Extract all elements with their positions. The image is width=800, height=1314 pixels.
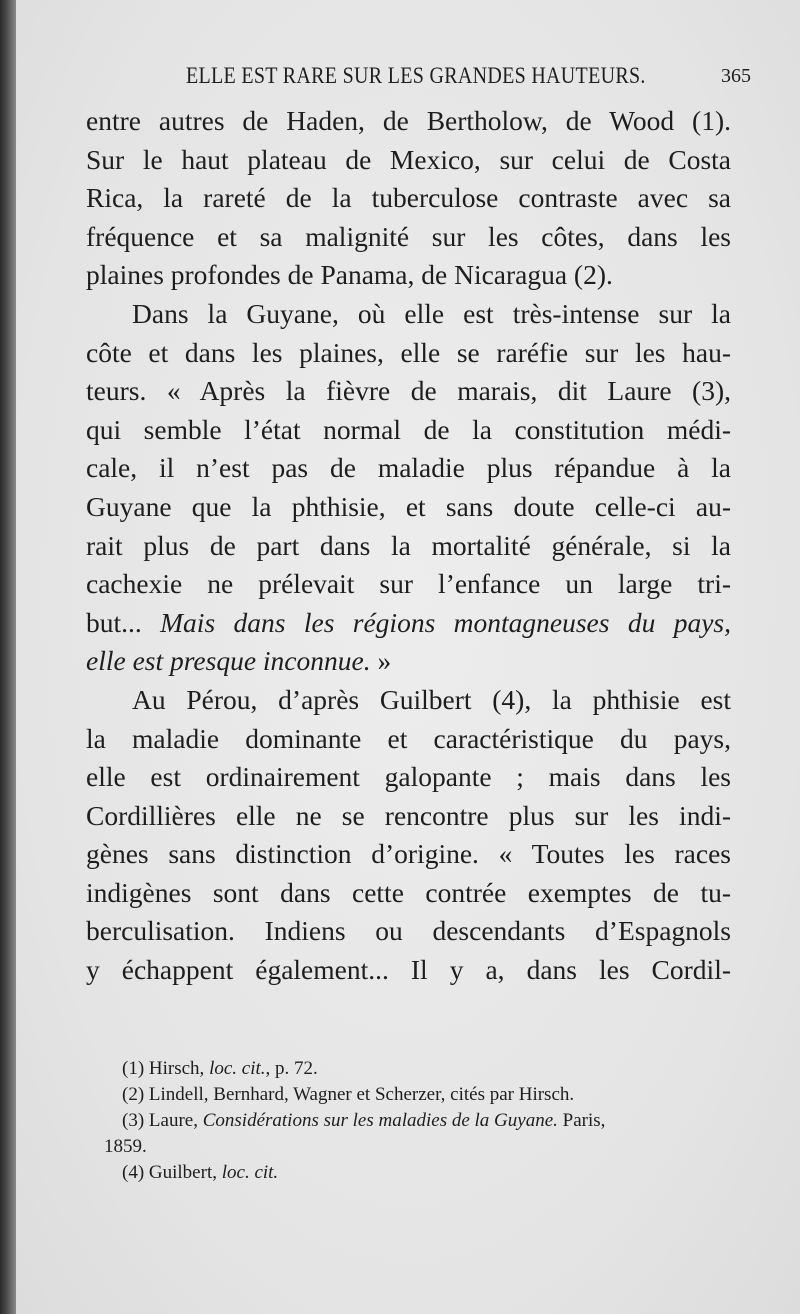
text-line: plaines profondes de Panama, de Nicaragua (2). <box>86 259 613 291</box>
text-line: la maladie dominante et caractéristique du pays, <box>86 722 731 754</box>
footnote-italic: loc. cit. <box>221 1162 279 1183</box>
text-roman: » <box>370 645 392 677</box>
page-number: 365 <box>721 65 751 87</box>
text-line: qui semble l’état normal de la constitution médi- <box>86 413 731 445</box>
paragraph-1 <box>86 102 731 295</box>
text-line: elle est ordinairement galopante ; mais dans les <box>86 761 731 793</box>
text-italic: Mais dans les régions montagneuses du pays, <box>160 606 731 638</box>
text-italic: elle est presque inconnue. <box>86 645 371 677</box>
footnote-text: (4) Guilbert, <box>122 1162 222 1183</box>
text-line: Sur le haut plateau de Mexico, sur celui de Costa <box>86 143 731 175</box>
text-line <box>86 642 731 681</box>
text-line: entre autres de Haden, de Bertholow, de Wood (1). <box>86 105 731 136</box>
book-page <box>16 0 800 1314</box>
footnote-text: (3) Laure, <box>122 1110 203 1131</box>
body-text <box>86 102 731 990</box>
text-line: Au Pérou, d’après Guilbert (4), la phthisie est <box>132 683 731 715</box>
footnote-1 <box>104 1056 736 1082</box>
running-head: ELLE EST RARE SUR LES GRANDES HAUTEURS. <box>186 63 646 89</box>
text-line: Guyane que la phthisie, et sans doute celle-ci au- <box>86 490 731 522</box>
text-line: Dans la Guyane, où elle est très-intense sur la <box>132 297 731 329</box>
paragraph-3 <box>86 681 731 990</box>
text-line: teurs. « Après la fièvre de marais, dit Laure (3), <box>86 375 731 407</box>
text-line: côte et dans les plaines, elle se raréfie sur les hau- <box>86 336 731 368</box>
footnote-3-continuation: 1859. <box>104 1136 147 1157</box>
footnote-3 <box>104 1108 736 1134</box>
footnote-4 <box>104 1160 736 1186</box>
text-line: rait plus de part dans la mortalité générale, si la <box>86 529 731 561</box>
page-header <box>166 60 751 92</box>
text-line: Rica, la rareté de la tuberculose contraste avec sa <box>86 182 731 214</box>
text-line <box>86 604 731 643</box>
text-line: fréquence et sa malignité sur les côtes, dans les <box>86 220 731 252</box>
text-line: cachexie ne prélevait sur l’enfance un large tri- <box>86 568 731 600</box>
footnote-text: (1) Hirsch, <box>122 1058 210 1079</box>
text-line: berculisation. Indiens ou descendants d’Espagnols <box>86 915 731 947</box>
text-line: indigènes sont dans cette contrée exemptes de tu- <box>86 876 731 908</box>
page-edge <box>0 0 16 1314</box>
footnote-2: (2) Lindell, Bernhard, Wagner et Scherzer, cités par Hirsch. <box>122 1084 575 1105</box>
text-roman: but... <box>86 606 161 638</box>
footnote-text: Paris, <box>557 1110 606 1131</box>
footnote-italic: Considérations sur les maladies de la Guyane. <box>202 1110 558 1131</box>
text-line: Cordillières elle ne se rencontre plus sur les indi- <box>86 799 731 831</box>
footnote-text: , p. 72. <box>265 1058 318 1079</box>
footnotes <box>104 1056 736 1186</box>
text-line: y échappent également... Il y a, dans les Cordil- <box>86 954 731 986</box>
text-line: gènes sans distinction d’origine. « Toutes les races <box>86 838 731 870</box>
text-line: cale, il n’est pas de maladie plus répandue à la <box>86 452 731 484</box>
footnote-italic: loc. cit. <box>209 1058 266 1079</box>
paragraph-2 <box>86 295 731 681</box>
